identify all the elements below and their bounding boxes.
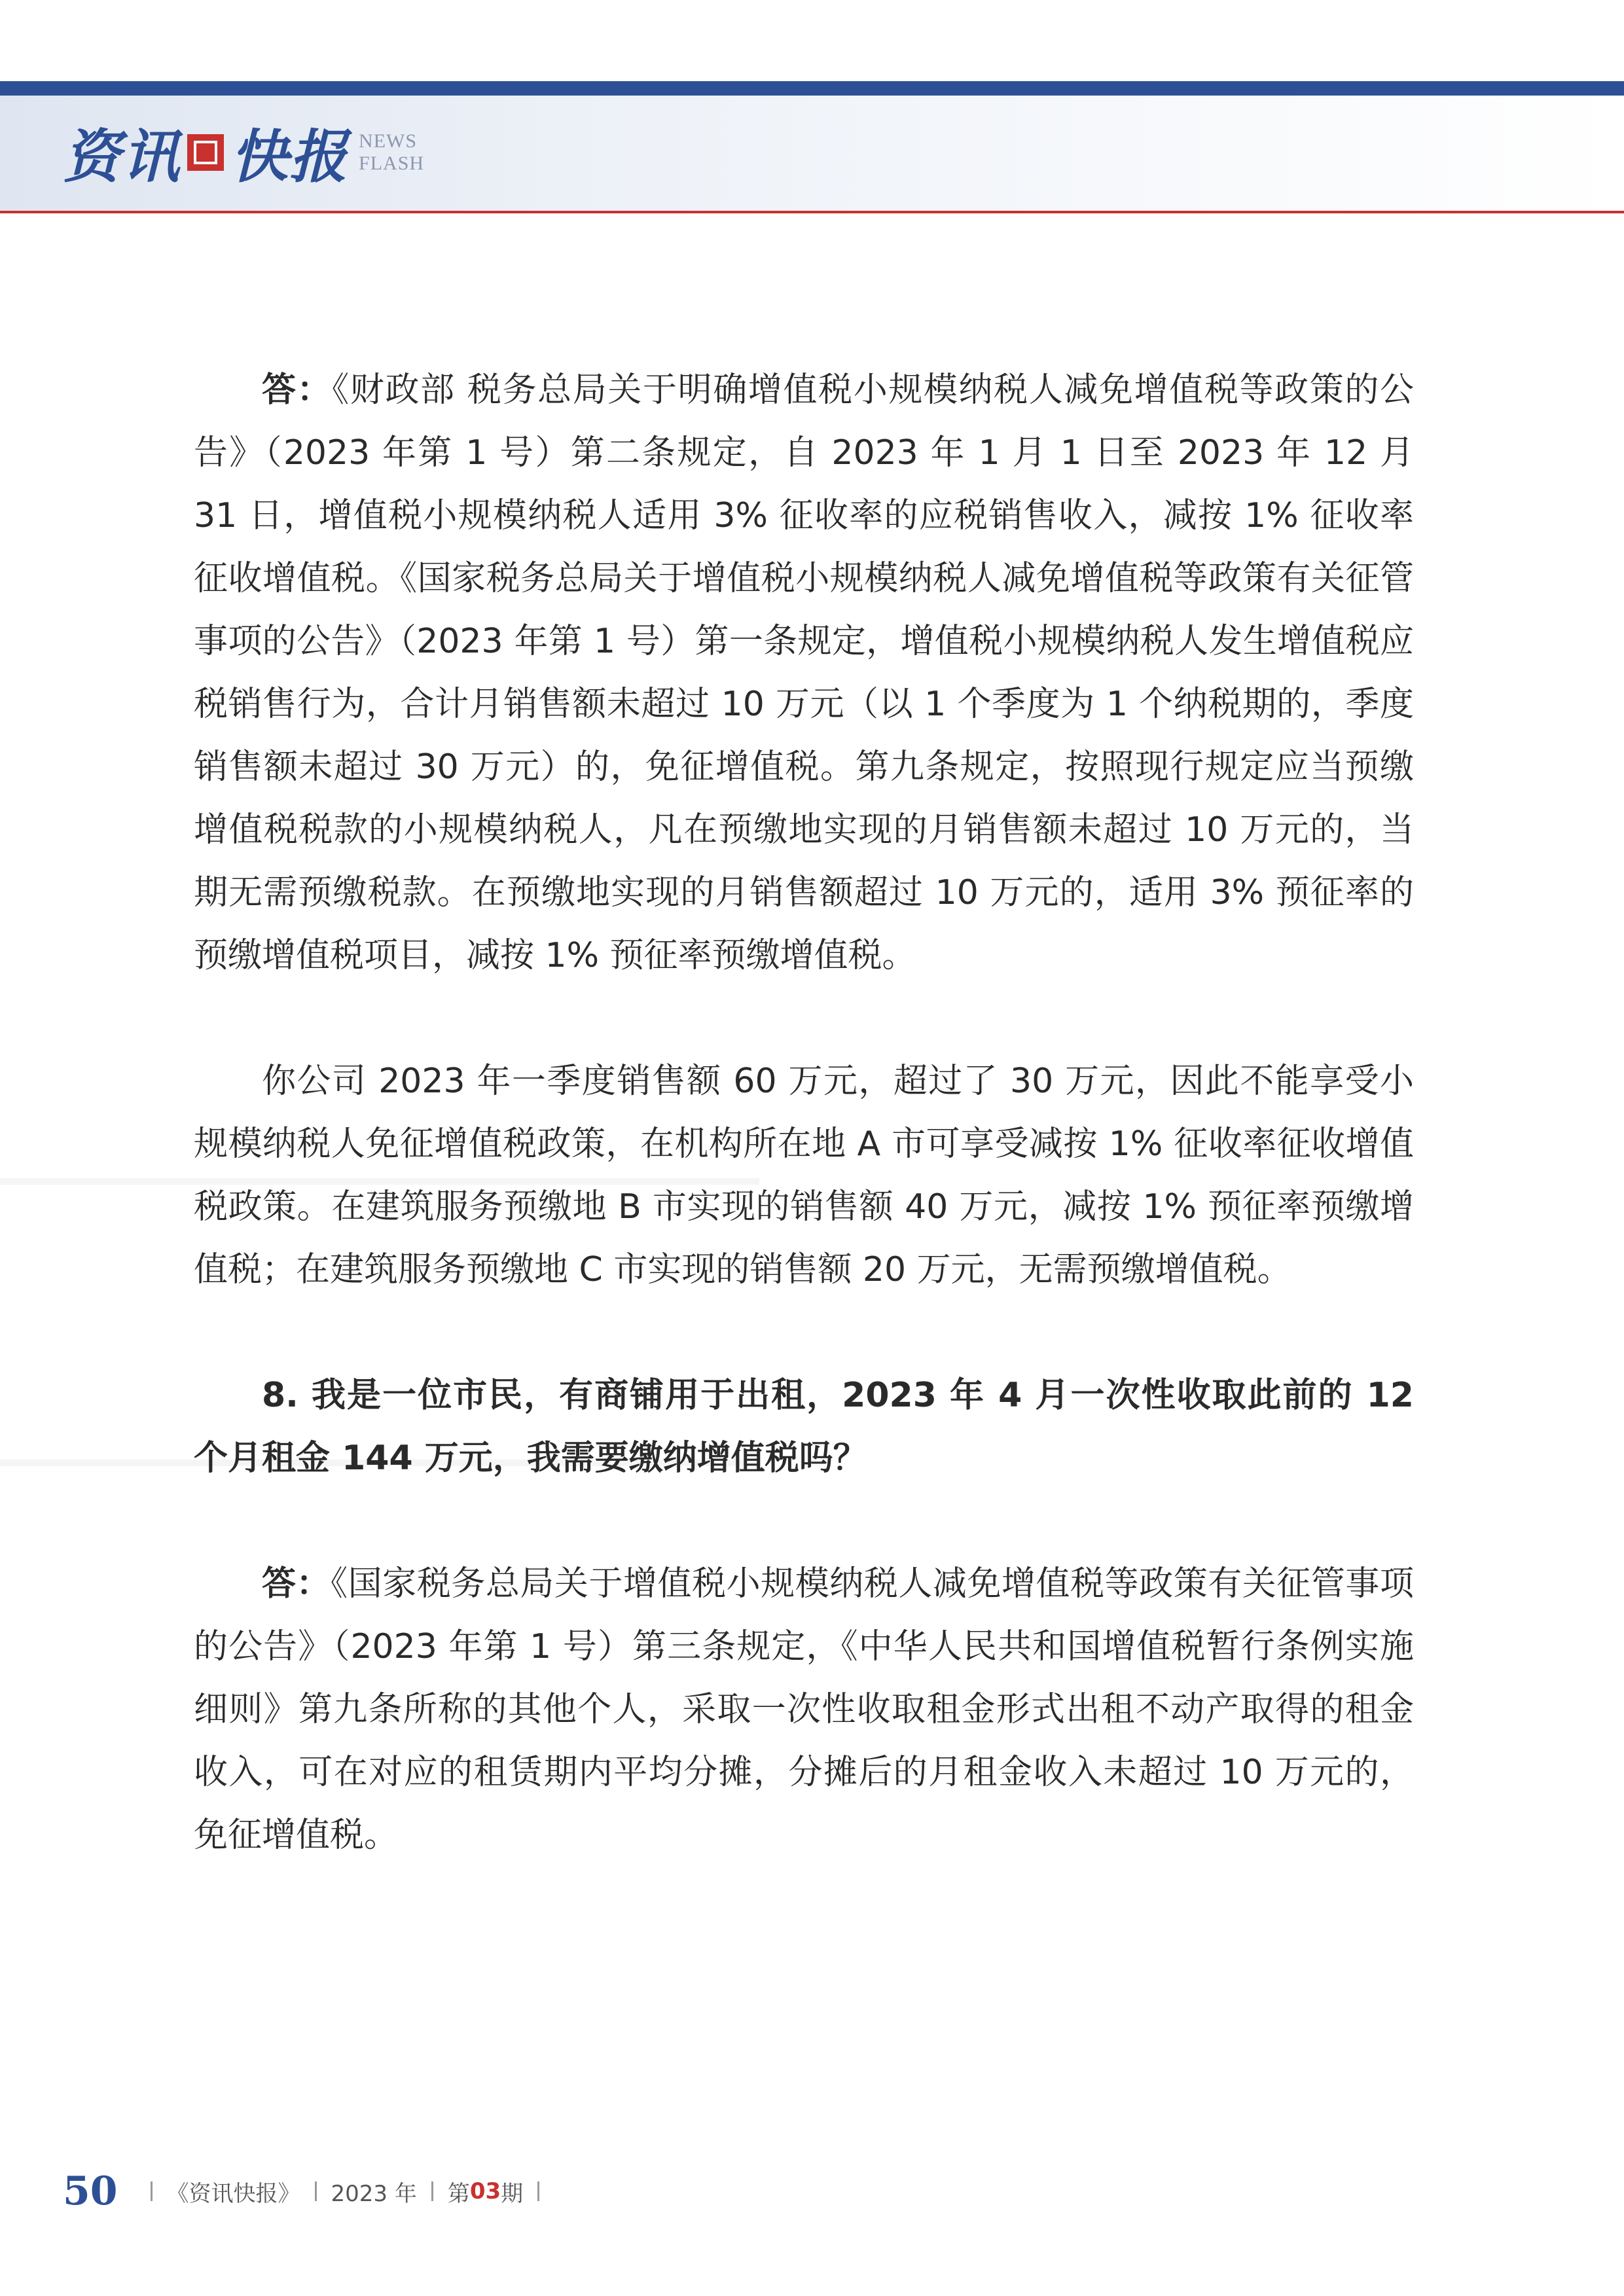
answer-label-2: 答： <box>262 1564 331 1604</box>
question-8: 8. 我是一位市民，有商铺用于出租，2023 年 4 月一次性收取此前的 12 个月租金 144 万元，我需要缴纳增值税吗？ <box>194 1376 1414 1478</box>
header-red-rule <box>0 211 1624 213</box>
seal-icon <box>187 134 224 171</box>
footer-divider <box>151 2181 153 2201</box>
logo-text-left: 资讯 <box>63 122 181 190</box>
issue-number: 03 <box>469 2178 501 2204</box>
footer-divider <box>431 2181 433 2201</box>
page-number: 50 <box>63 2168 118 2214</box>
publication-name: 《资讯快报》 <box>166 2180 300 2207</box>
logo-en-line1: NEWS <box>359 130 418 152</box>
page-footer <box>63 2165 554 2217</box>
article-body <box>194 359 1414 1867</box>
answer-text-3: 《国家税务总局关于增值税小规模纳税人减免增值税等政策有关征管事项的公告》（2023 年第 1 号）第三条规定，《中华人民共和国增值税暂行条例实施细则》第九条所称的其他个人，采取一次性收取租金形式出租不动产取得的租金收入，可在对应的租赁期内平均分摊，分摊后的月租金收入未超过 10 万元的，免征增值税。 <box>194 1564 1414 1855</box>
logo-text-right: 快报 <box>230 122 349 190</box>
answer-paragraph-2: 你公司 2023 年一季度销售额 60 万元，超过了 30 万元，因此不能享受小规模纳税人免征增值税政策，在机构所在地 A 市可享受减按 1% 征收率征收增值税政策。在建筑服务预缴地 B 市实现的销售额 40 万元，减按 1% 预征率预缴增值税；在建筑服务预缴地 C 市实现的销售额 20 万元，无需预缴增值税。 <box>194 1062 1414 1289</box>
masthead-logo <box>63 110 424 195</box>
logo-en-line2: FLASH <box>359 152 425 174</box>
issue-suffix: 期 <box>501 2180 524 2207</box>
issue-prefix: 第 <box>447 2180 470 2207</box>
answer-label: 答： <box>262 370 333 410</box>
answer-paragraph-1 <box>194 359 1414 987</box>
logo-english <box>359 130 424 175</box>
footer-divider <box>537 2181 539 2201</box>
answer-text-1: 《财政部 税务总局关于明确增值税小规模纳税人减免增值税等政策的公告》（2023 年第 1 号）第二条规定，自 2023 年 1 月 1 日至 2023 年 12 月 31 日，增值税小规模纳税人适用 3% 征收率的应税销售收入，减按 1% 征收率征收增值税。《国家税务总局关于增值税小规模纳税人减免增值税等政策有关征管事项的公告》（2023 年第 1 号）第一条规定，增值税小规模纳税人发生增值税应税销售行为，合计月销售额未超过 10 万元（以 1 个季度为 1 个纳税期的，季度销售额未超过 30 万元）的，免征增值税。第九条规定，按照现行规定应当预缴增值税税款的小规模纳税人，凡在预缴地实现的月销售额未超过 10 万元的，当期无需预缴税款。在预缴地实现的月销售额超过 10 万元的，适用 3% 预征率的预缴增值税项目，减按 1% 预征率预缴增值税。 <box>194 370 1414 975</box>
answer-paragraph-3 <box>194 1552 1414 1867</box>
footer-divider <box>315 2181 317 2201</box>
header-top-bar <box>0 81 1624 96</box>
issue-year: 2023 年 <box>331 2180 417 2207</box>
